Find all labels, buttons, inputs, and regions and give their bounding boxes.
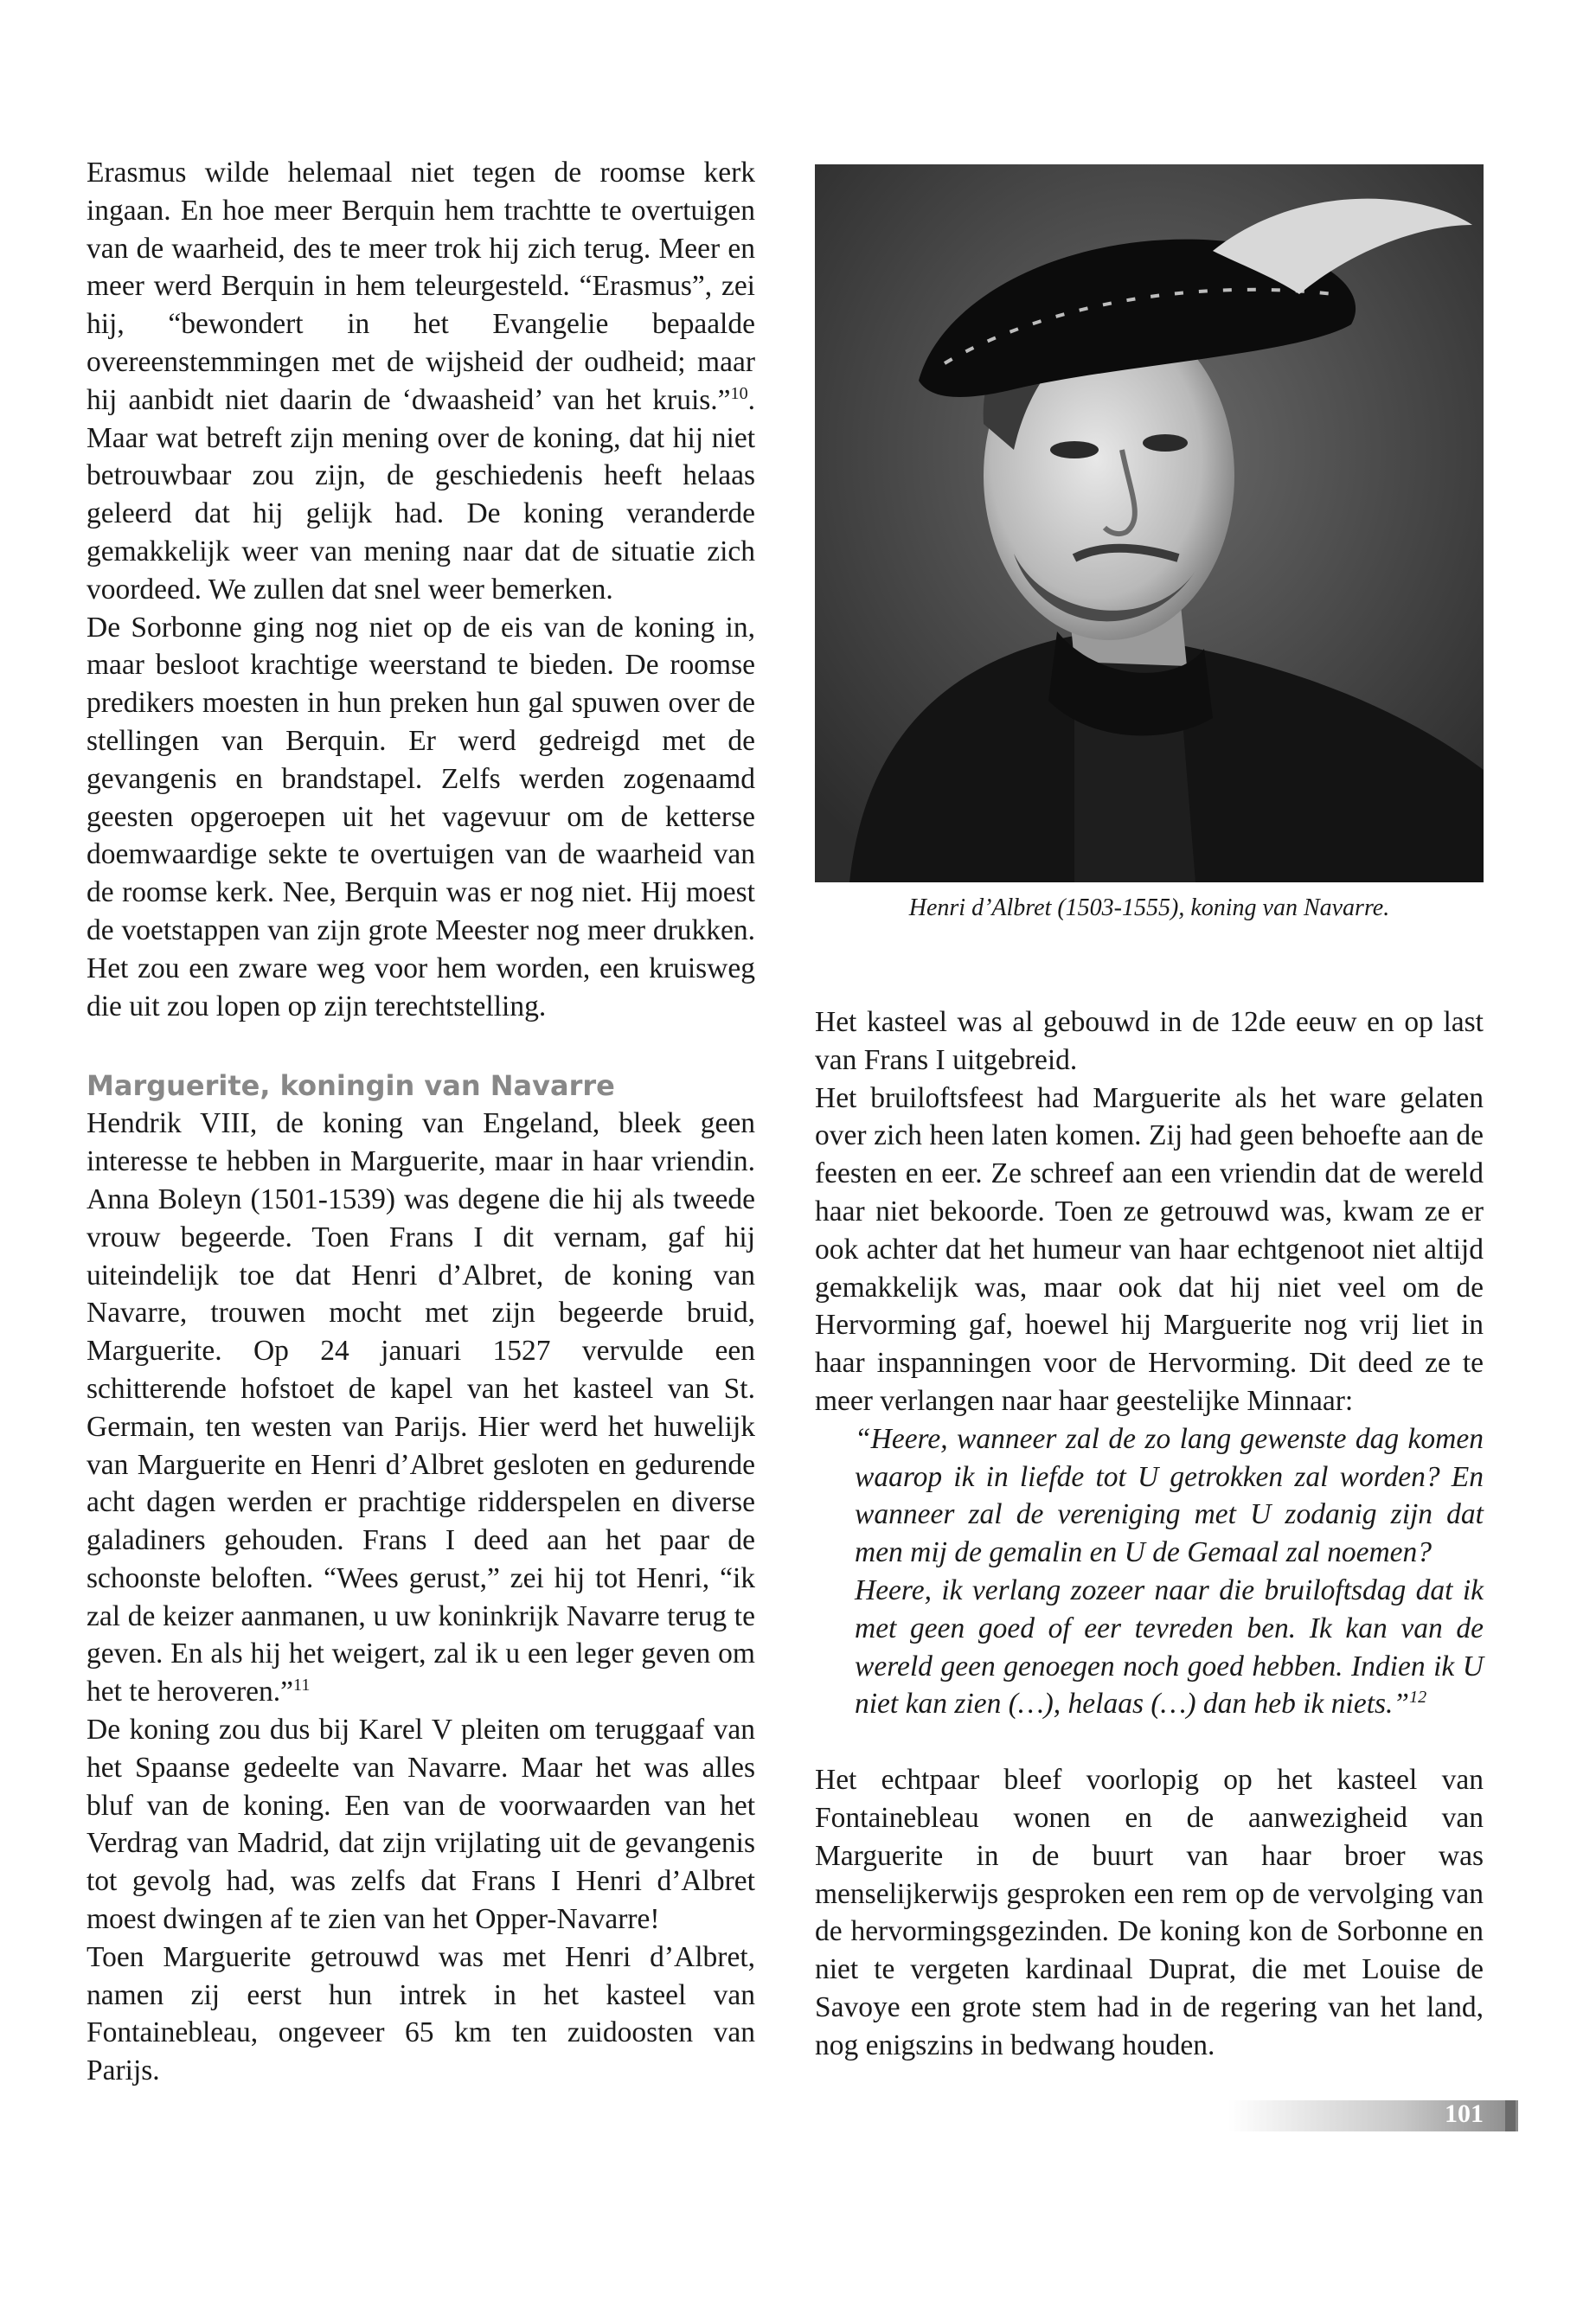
right-column <box>815 1003 1484 2065</box>
spacer <box>815 1723 1484 1761</box>
quotation: “Heere, wanneer zal de zo lang gewenste dag komen waarop ik in liefde tot U getrokken zal worden? En wanneer zal de vereniging met U zodanig zijn dat men mij de gemalin en U de Gemaal zal noemen? Heere, ik verlang zozeer naar die bruiloftsdag dat ik met geen goed of eer tevreden ben. Ik kan van de wereld geen genoegen noch goed hebben. Indien ik U niet kan zien (…), helaas (…) dan heb ik niets.”$^{12}$ <box>855 1422 1484 1721</box>
section-heading: Marguerite, koningin van Navarre <box>87 1069 615 1103</box>
footnote-ref: 11 <box>293 1676 311 1695</box>
figure-caption: Henri d’Albret (1503-1555), koning van Navarre. <box>908 894 1390 921</box>
paragraph: Het echtpaar bleef voorlopig op het kasteel van Fontainebleau wonen en de aanwezigheid van Marguerite in de buurt van haar broer was menselijkerwijs gesproken een rem op de vervolging van de hervormingsgezinden. De koning kon de Sorbonne en niet te vergeten kardinaal Duprat, die met Louise de Savoye een grote stem had in de regering van het land, nog enigszins in bedwang houden. <box>815 1764 1484 2061</box>
portrait-image <box>815 164 1484 882</box>
page-number-tab <box>1505 2100 1516 2131</box>
paragraph: De koning zou dus bij Karel V pleiten om teruggaaf van het Spaanse gedeelte van Navarre. Maar het was alles bluf van de koning. Een van de voorwaarden van het Verdrag van Madrid, dat zijn vrijlating uit de gevangenis tot gevolg had, was zelfs dat Frans I Henri d’Albret moest dwingen af te zien van het Opper-Navarre! <box>87 1714 755 1936</box>
paragraph: Het bruiloftsfeest had Marguerite als het ware gelaten over zich heen laten komen. Zij had geen behoefte aan de feesten en eer. Ze schreef aan een vriendin dat de wereld haar niet bekoorde. Toen ze getrouwd was, kwam ze er ook achter dat het humeur van haar echtgenoot niet altijd gemakkelijk was, maar ook dat hij niet veel om de Hervorming gaf, hoewel hij Marguerite nog vrij liet in haar inspanningen voor de Hervorming. Dit deed ze te meer verlangen naar haar geestelijke Minnaar: <box>815 1081 1484 1417</box>
page-number: 101 <box>1445 2099 1484 2128</box>
paragraph: De Sorbonne ging nog niet op de eis van de koning in, maar besloot krachtige weerstand te bieden. De roomse predikers moesten in hun preken hun gal spuwen over de stellingen van Berquin. Er werd gedreigd met de gevangenis en brandstapel. Zelfs werden zogenaamd geesten opgeroepen uit het vagevuur om de ketterse doemwaardige sekte te overtuigen van de waarheid van de roomse kerk. Nee, Berquin was er nog niet. Hij moest de voetstappen van zijn grote Meester nog meer drukken. Het zou een zware weg voor hem worden, een kruisweg die uit zou lopen op zijn terechtstelling. <box>87 611 755 1022</box>
footnote-ref: 10 <box>730 383 748 403</box>
left-column <box>87 154 755 2090</box>
paragraph: Het kasteel was al gebouwd in de 12de eeuw en op last van Frans I uitgebreid. <box>815 1006 1484 1076</box>
paragraph: Erasmus wilde helemaal niet tegen de roomse kerk ingaan. En hoe meer Berquin hem trachtte te overtuigen van de waarheid, des te meer trok hij zich terug. Meer en meer werd Berquin in hem teleurgesteld. “Erasmus”, zei hij, “bewondert in het Evangelie bepaalde overeenstemmingen met de wijsheid der oudheid; maar hij aanbidt niet daarin de ‘dwaasheid’ van het kruis.”$^{10}$. Maar wat betreft zijn mening over de koning, dat hij niet betrouwbaar zou zijn, de geschiedenis heeft helaas geleerd dat hij gelijk had. De koning veranderde gemakkelijk weer van mening naar dat de situatie zich voordeed. We zullen dat snel weer bemerken. <box>87 157 755 606</box>
portrait-illustration <box>815 164 1484 882</box>
paragraph: Hendrik VIII, de koning van Engeland, bleek geen interesse te hebben in Marguerite, maar in haar vriendin. Anna Boleyn (1501-1539) was degene die hij als tweede vrouw begeerde. Toen Frans I dit vernam, gaf hij uiteindelijk toe dat Henri d’Albret, de koning van Navarre, trouwen mocht met zijn begeerde bruid, Marguerite. Op 24 januari 1527 vervulde een schitterende hofstoet de kapel van het kasteel van St. Germain, ten westen van Parijs. Hier werd het huwelijk van Marguerite en Henri d’Albret gesloten en gedurende acht dagen werden er prachtige ridderspelen en diverse galadiners gehouden. Frans I deed aan het paar de schoonste beloften. “Wees gerust,” zei hij tot Henri, “ik zal de keizer aanmanen, u uw koninkrijk Navarre terug te geven. En als hij het weigert, zal ik u een leger geven om het te heroveren.”$^{11}$ <box>87 1107 755 1708</box>
paragraph: Toen Marguerite getrouwd was met Henri d’Albret, namen zij eerst hun intrek in het kasteel van Fontainebleau, ongeveer 65 km ten zuidoosten van Parijs. <box>87 1940 755 2087</box>
footnote-ref: 12 <box>1409 1688 1427 1708</box>
